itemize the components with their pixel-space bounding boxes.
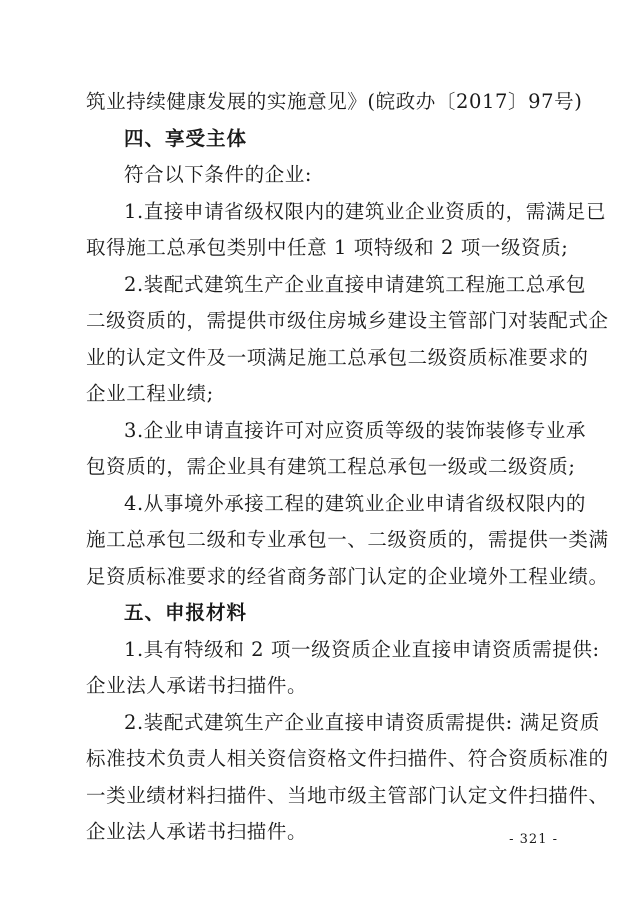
text-line-item-4: 4.从事境外承接工程的建筑业企业申请省级权限内的 (124, 492, 587, 515)
text-line: 取得施工总承包类别中任意 1 项特级和 2 项一级资质; (86, 236, 569, 259)
text-line: 一类业绩材料扫描件、当地市级主管部门认定文件扫描件、 (86, 784, 609, 807)
section-heading-materials: 五、申报材料 (124, 601, 248, 624)
text-line: 二级资质的，需提供市级住房城乡建设主管部门对装配式企 (86, 309, 609, 332)
page-number: - 321 - (509, 832, 558, 847)
text-line-item-1: 1.直接申请省级权限内的建筑业企业资质的，需满足已 (124, 200, 607, 223)
text-line-item-2: 2.装配式建筑生产企业直接申请资质需提供: 满足资质 (124, 711, 600, 734)
text-line-item-1: 1.具有特级和 2 项一级资质企业直接申请资质需提供: (124, 638, 600, 661)
text-line: 企业法人承诺书扫描件。 (86, 674, 308, 697)
text-line: 企业法人承诺书扫描件。 (86, 820, 308, 843)
section-heading-subjects: 四、享受主体 (124, 127, 248, 150)
text-line-continuation: 筑业持续健康发展的实施意见》(皖政办〔2017〕97号) (86, 90, 583, 113)
text-line: 业的认定文件及一项满足施工总承包二级资质标准要求的 (86, 346, 589, 369)
text-line-item-2: 2.装配式建筑生产企业直接申请建筑工程施工总承包 (124, 273, 587, 296)
text-line: 包资质的，需企业具有建筑工程总承包一级或二级资质; (86, 455, 576, 478)
text-line: 符合以下条件的企业: (124, 163, 313, 186)
text-line: 施工总承包二级和专业承包一、二级资质的，需提供一类满 (86, 528, 609, 551)
text-line: 标准技术负责人相关资信资格文件扫描件、符合资质标准的 (86, 747, 609, 770)
text-line: 足资质标准要求的经省商务部门认定的企业境外工程业绩。 (86, 565, 609, 588)
text-line: 企业工程业绩; (86, 382, 214, 405)
text-line-item-3: 3.企业申请直接许可对应资质等级的装饰装修专业承 (124, 419, 587, 442)
